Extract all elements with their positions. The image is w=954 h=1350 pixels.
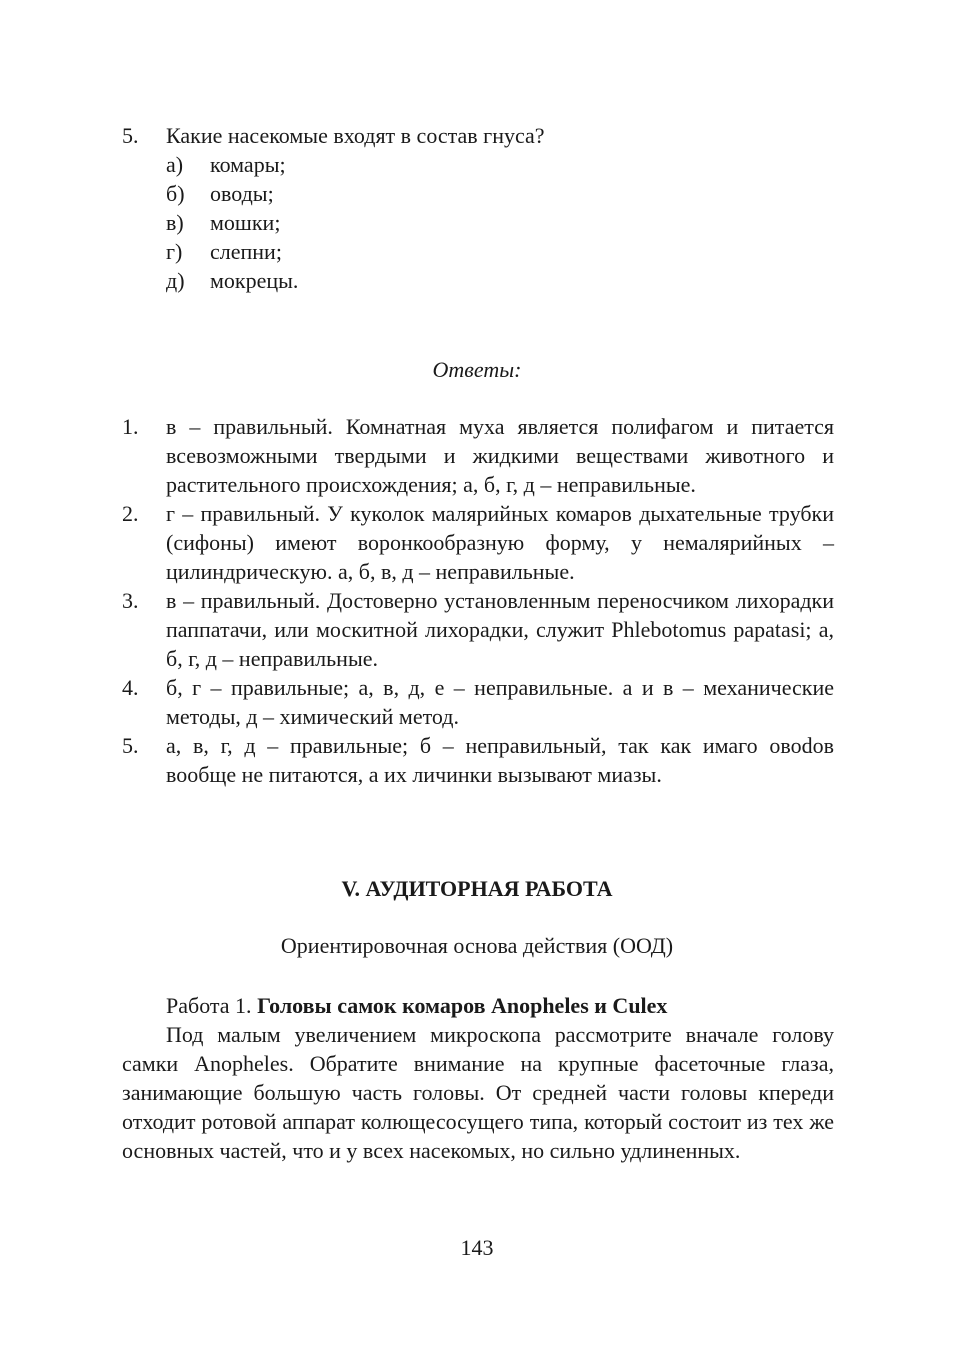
option-letter: г)	[166, 239, 183, 264]
answer-item	[122, 673, 834, 731]
answer-item	[122, 586, 834, 673]
option-text: комары;	[210, 152, 286, 177]
work-title-prefix: Работа 1.	[166, 993, 258, 1018]
option-text: слепни;	[210, 239, 282, 264]
answer-text: в – правильный. Комнатная муха является полифагом и питается всевозможными твердыми и жидкими веществами животного и растительного происхождения; а, б, г, д – неправильные.	[166, 414, 834, 497]
option-text: мошки;	[210, 210, 281, 235]
work-title	[122, 991, 834, 1020]
answers-list	[122, 412, 834, 789]
answer-item	[122, 499, 834, 586]
answer-item	[122, 412, 834, 499]
answer-text: а, в, г, д – правильные; б – неправильный, так как имаго овоdов вообще не питаются, а их личинки вызывают миазы.	[166, 733, 834, 787]
question-text: Какие насекомые входят в состав гнуса?	[166, 123, 545, 148]
answer-text: б, г – правильные; а, в, д, е – неправильные. а и в – механические методы, д – химический метод.	[166, 675, 834, 729]
answer-number: 2.	[122, 501, 139, 526]
option-item	[122, 237, 834, 266]
answer-number: 1.	[122, 414, 139, 439]
option-item	[122, 150, 834, 179]
option-item	[122, 266, 834, 295]
question-line	[122, 121, 834, 150]
option-text: мокрецы.	[210, 268, 299, 293]
answer-number: 4.	[122, 675, 139, 700]
work-title-bold: Головы самок комаров Anopheles и Culex	[257, 993, 668, 1018]
question-block	[122, 121, 834, 295]
work-paragraph: Под малым увеличением микроскопа рассмотрите вначале голову самки Anopheles. Обратите внимание на крупные фасеточные глаза, занимающие большую часть головы. От средней части головы кпереди отходит ротовой аппарат колющесосущего типа, который состоит из тех же основных частей, что и у всех насекомых, но сильно удлиненных.	[122, 1022, 834, 1163]
answer-item	[122, 731, 834, 789]
option-letter: а)	[166, 152, 184, 177]
option-letter: б)	[166, 181, 185, 206]
section-subheading: Ориентировочная основа действия (ООД)	[280, 933, 674, 958]
question-number: 5.	[122, 123, 139, 148]
option-letter: в)	[166, 210, 184, 235]
option-item	[122, 208, 834, 237]
page-number: 143	[460, 1235, 494, 1260]
option-letter: д)	[166, 268, 185, 293]
answer-number: 3.	[122, 588, 139, 613]
answer-text: в – правильный. Достоверно установленным переносчиком лихорадки паппатачи, или москитной лихорадки, служит Phlebotomus papatasi; а, б, г, д – неправильные.	[166, 588, 834, 671]
answer-number: 5.	[122, 733, 139, 758]
answer-text: г – правильный. У куколок малярийных комаров дыхательные трубки (сифоны) имеют воронкообразную форму, у немалярийных – цилиндрическую. а, б, в, д – неправильные.	[166, 501, 834, 584]
work-block	[122, 991, 834, 1165]
answers-heading: Ответы:	[432, 357, 522, 382]
section-heading: V. АУДИТОРНАЯ РАБОТА	[341, 876, 613, 901]
option-text: оводы;	[210, 181, 274, 206]
option-item	[122, 179, 834, 208]
